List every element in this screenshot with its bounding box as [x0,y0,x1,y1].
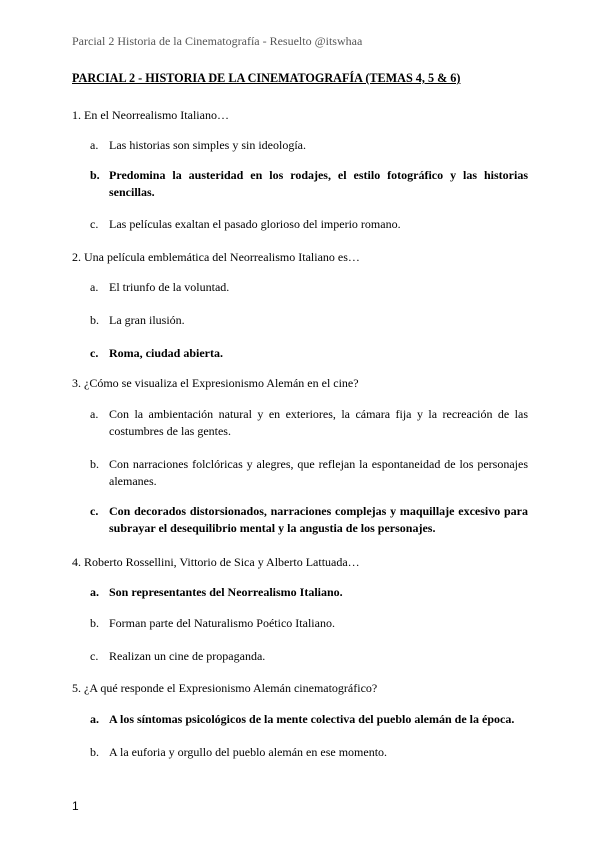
option-letter: c. [90,217,99,231]
option-letter: a. [90,712,99,726]
question-5-option-b [90,744,528,761]
question-2-option-a [90,279,528,296]
option-text: El triunfo de la voluntad. [109,280,230,294]
question-2-option-b [90,312,528,329]
page-number: 1 [72,799,79,813]
question-1-option-b-correct [90,167,528,201]
option-letter: a. [90,407,99,421]
option-letter: c. [90,504,99,518]
question-3-option-a [90,406,528,440]
option-letter: c. [90,649,99,663]
option-letter: b. [90,457,99,471]
option-letter: b. [90,313,99,327]
question-3-option-c-correct [90,503,528,537]
question-3: 3. ¿Cómo se visualiza el Expresionismo Alemán en el cine? [72,376,359,390]
option-text: A los síntomas psicológicos de la mente colectiva del pueblo alemán de la época. [109,712,515,726]
option-text: Predomina la austeridad en los rodajes, el estilo fotográfico y las historias sencillas. [109,168,528,199]
option-text: A la euforia y orgullo del pueblo alemán en ese momento. [109,745,388,759]
option-text: Las historias son simples y sin ideología. [109,138,306,152]
option-text: Son representantes del Neorrealismo Italiano. [109,585,343,599]
question-5-option-a-correct [90,711,528,728]
option-text: Con decorados distorsionados, narraciones complejas y maquillaje excesivo para subrayar el desequilibrio mental y la angustia de los personajes. [109,504,528,535]
question-1-option-c [90,216,528,233]
option-text: Las películas exaltan el pasado glorioso del imperio romano. [109,217,401,231]
question-4-option-b [90,615,528,632]
question-2-option-c-correct [90,345,528,362]
option-letter: b. [90,168,100,182]
option-text: Realizan un cine de propaganda. [109,649,266,663]
question-2: 2. Una película emblemática del Neorrealismo Italiano es… [72,250,360,264]
question-3-option-b [90,456,528,490]
option-text: Roma, ciudad abierta. [109,346,223,360]
question-1-option-a [90,137,528,154]
option-text: Con narraciones folclóricas y alegres, que reflejan la espontaneidad de los personajes alemanes. [109,457,528,488]
question-5: 5. ¿A qué responde el Expresionismo Alemán cinematográfico? [72,681,378,695]
page-header: Parcial 2 Historia de la Cinematografía - Resuelto @itswhaa [72,34,363,48]
option-letter: c. [90,346,99,360]
option-letter: a. [90,138,99,152]
option-text: La gran ilusión. [109,313,185,327]
option-text: Con la ambientación natural y en exteriores, la cámara fija y la recreación de las costumbres de las gentes. [109,407,528,438]
question-4-option-c [90,648,528,665]
document-title: PARCIAL 2 - HISTORIA DE LA CINEMATOGRAFÍA (TEMAS 4, 5 & 6) [72,71,461,85]
question-4: 4. Roberto Rossellini, Vittorio de Sica y Alberto Lattuada… [72,555,360,569]
option-letter: b. [90,616,99,630]
option-letter: a. [90,585,99,599]
option-letter: a. [90,280,99,294]
question-1: 1. En el Neorrealismo Italiano… [72,108,229,122]
option-text: Forman parte del Naturalismo Poético Italiano. [109,616,335,630]
question-4-option-a-correct [90,584,528,601]
option-letter: b. [90,745,99,759]
